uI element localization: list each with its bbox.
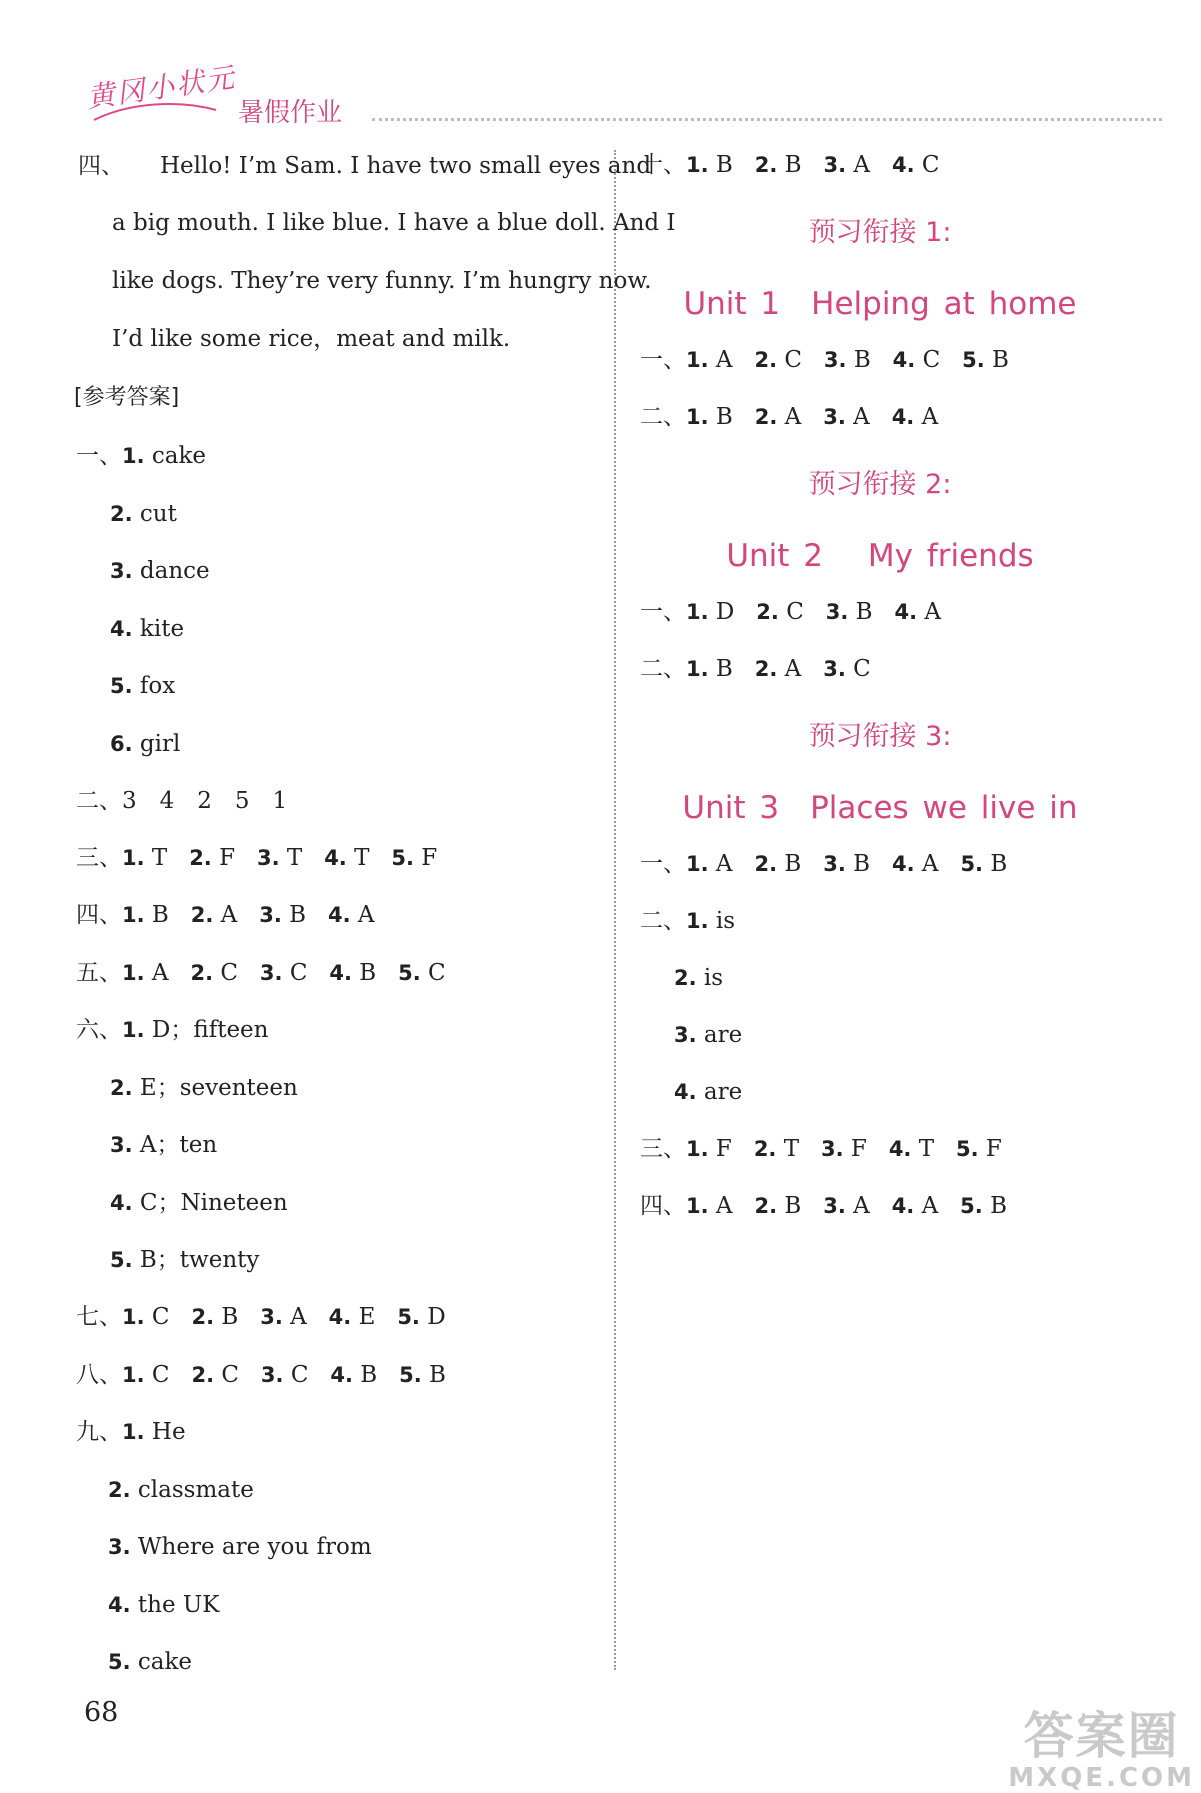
item-number: 2. [190,961,214,985]
column-divider [614,150,616,1670]
section-label: 六、 [76,1017,122,1043]
section-label: 四、 [640,1193,686,1219]
item-number: 4. [330,1363,353,1387]
answer-text: A [924,599,942,625]
answer-text: B [715,656,733,682]
answer-text: A [290,1304,307,1330]
answer-text: are [703,1079,743,1105]
item-number: 2. [754,852,778,876]
answer-row [110,1245,259,1275]
answer-row [76,1417,186,1447]
item-number: 3. [259,903,282,927]
item-number: 2. [754,348,778,372]
item-number: 2. [190,903,214,927]
item-number: 4. [891,153,915,177]
answer-text: the UK [137,1592,220,1618]
reference-answers-label: [参考答案] [74,385,180,410]
item-number: 1. [122,1363,145,1387]
item-number: 2. [754,657,778,681]
unit-title-1: Unit 1 Helping at home [683,286,1077,322]
item-number: 5. [956,1137,979,1161]
item-number: 3. [823,657,846,681]
answer-text: F [850,1136,867,1162]
item-number: 2. [108,1478,131,1502]
answer-text: A [715,347,733,373]
preview-heading-1: 预习衔接 1: [808,217,952,248]
item-number: 4. [327,903,351,927]
item-number: 1. [686,348,709,372]
item-number: 1. [122,846,145,870]
item-number: 3. [259,961,283,985]
item-number: 3. [260,1363,284,1387]
section-label: 一、 [640,851,686,877]
answer-text: A [921,404,939,430]
item-number: 2. [754,1194,778,1218]
answer-text: is [703,965,724,991]
answer-text: classmate [137,1477,254,1503]
unit-title-2: Unit 2 My friends [726,538,1034,574]
item-number: 5. [399,1363,422,1387]
answer-text: C；Nineteen [139,1190,288,1216]
section-label: 十、 [640,152,686,178]
answer-row [110,671,175,701]
answer-text: F [985,1136,1002,1162]
section-label: 二、 [76,788,122,814]
item-number: 4. [110,1191,133,1215]
answer-row [76,786,287,816]
answer-text: B [151,902,169,928]
answer-row [76,441,206,471]
answer-row [76,1360,446,1390]
section-label: 一、 [640,347,686,373]
item-number: 3. [110,1133,133,1157]
item-number: 3. [257,846,280,870]
item-number: 4. [894,600,918,624]
answer-text: F [715,1136,732,1162]
answer-text: kite [139,616,185,642]
item-number: 5. [960,852,984,876]
item-number: 2. [753,1137,777,1161]
answer-text: A [715,1193,733,1219]
item-number: 5. [962,348,985,372]
answer-text: B [784,152,802,178]
preview-heading-3: 预习衔接 3: [808,721,952,752]
answer-text: cut [139,501,177,527]
item-number: 1. [122,444,145,468]
item-number: 3. [674,1023,697,1047]
section-label: 三、 [640,1136,686,1162]
item-number: 3. [110,559,133,583]
answer-text: B [990,1193,1007,1219]
answer-text: C [221,1362,239,1388]
answer-text: A；ten [139,1132,218,1158]
item-number: 5. [397,1305,420,1329]
answer-text: D [715,599,735,625]
answer-text: is [715,908,736,934]
answer-text: F [219,845,236,871]
header-rule [372,118,1162,121]
answer-row [640,597,941,627]
answer-text: C [921,152,940,178]
item-number: 1. [122,903,145,927]
answer-row [108,1475,254,1505]
answer-text: E [358,1304,376,1330]
item-number: 1. [686,1194,709,1218]
answer-text: B [784,1193,802,1219]
answer-text: B [359,960,377,986]
item-number: 4. [324,846,347,870]
answer-text: A [784,404,802,430]
item-number: 6. [110,732,133,756]
item-number: 3. [823,1194,846,1218]
answer-row [674,1020,742,1050]
answer-row [640,1191,1007,1221]
answer-row [640,150,939,180]
answer-text: girl [139,731,181,757]
answer-text: D [427,1304,446,1330]
answer-text: dance [139,558,210,584]
item-number: 1. [122,1018,145,1042]
answer-row [674,963,723,993]
answer-text: C [853,656,871,682]
answer-text: C [922,347,941,373]
item-number: 2. [754,405,778,429]
brand-logo: 黄冈小状元 [84,60,238,115]
answer-row [108,1532,372,1562]
answer-row [110,556,210,586]
answer-row [76,958,446,988]
answer-row [640,906,735,936]
passage-line-4: I’d like some rice，meat and milk. [112,326,511,352]
passage-line-1-text: Hello! I’m Sam. I have two small eyes and [160,153,652,179]
answer-text: A [357,902,375,928]
answer-text: B [853,347,871,373]
answer-row [640,345,1009,375]
section-label: 一、 [76,443,122,469]
section-label: 五、 [76,960,122,986]
logo-swash [90,96,220,126]
answer-text: B [784,851,802,877]
section-label: 七、 [76,1304,122,1330]
answer-text: B [990,851,1008,877]
item-number: 4. [891,1194,915,1218]
answer-row [640,402,938,432]
item-number: 4. [110,617,133,641]
answer-text: C [784,347,802,373]
item-number: 3. [823,348,847,372]
item-number: 5. [960,1194,983,1218]
passage-line-3: like dogs. They’re very funny. I’m hungry now. [112,268,652,294]
answer-text: A [853,404,870,430]
item-number: 2. [191,1363,215,1387]
answer-text: F [421,845,438,871]
item-number: 3. [821,1137,844,1161]
answer-row [76,900,375,930]
item-number: 4. [328,1305,352,1329]
section-label: 二、 [640,908,686,934]
item-number: 3. [260,1305,283,1329]
answer-text: T [783,1136,800,1162]
watermark-line-1: 答案圈 [1023,1707,1180,1765]
preview-heading-2: 预习衔接 2: [808,469,952,500]
answer-text: fox [139,673,176,699]
passage-line-1 [78,151,124,181]
answer-row [110,614,184,644]
unit-title-3: Unit 3 Places we live in [682,790,1078,826]
item-number: 1. [686,405,709,429]
answer-text: T [354,845,370,871]
item-number: 1. [122,1420,145,1444]
item-number: 3. [108,1535,131,1559]
item-number: 5. [110,1248,133,1272]
item-number: 3. [823,405,846,429]
answer-text: B [853,851,871,877]
item-number: 2. [110,1076,133,1100]
item-number: 1. [686,852,709,876]
series-title: 暑假作业 [238,98,343,128]
item-number: 4. [891,852,915,876]
item-number: 1. [686,657,709,681]
answer-text: B [855,599,873,625]
answer-row [110,1130,217,1160]
section-label: 一、 [640,599,686,625]
section-label: 八、 [76,1362,122,1388]
answer-text: C [786,599,804,625]
item-number: 2. [110,502,133,526]
watermark-logo [1008,1708,1195,1792]
answer-text: cake [137,1649,193,1675]
answer-text: A [151,960,169,986]
answer-text: A [921,851,939,877]
item-number: 2. [754,153,778,177]
answer-text: C [428,960,446,986]
answer-text: He [151,1419,186,1445]
answer-row [110,1073,298,1103]
answer-row [110,499,177,529]
answer-text: T [151,845,168,871]
answer-row [110,1188,288,1218]
answer-text: C [220,960,238,986]
item-number: 1. [686,153,709,177]
answer-text: E；seventeen [139,1075,298,1101]
item-number: 2. [674,966,697,990]
answer-text: cake [151,443,207,469]
page-number: 68 [84,1697,119,1728]
answer-text: A [853,1193,870,1219]
section-label: 二、 [640,404,686,430]
item-number: 2. [191,1305,215,1329]
answer-text: Where are you from [137,1534,372,1560]
answer-text: B [429,1362,446,1388]
item-number: 3. [823,852,846,876]
item-number: 5. [398,961,421,985]
item-number: 4. [892,348,916,372]
answer-text: C [151,1304,170,1330]
answer-row [108,1647,192,1677]
answer-row [110,729,180,759]
answer-text: 3 4 2 5 1 [122,788,288,814]
item-number: 1. [122,1305,145,1329]
item-number: 4. [329,961,352,985]
item-number: 4. [891,405,915,429]
item-number: 3. [825,600,849,624]
item-number: 1. [686,600,709,624]
answer-text: B [289,902,307,928]
answer-row [640,1134,1002,1164]
answer-text: T [918,1136,935,1162]
watermark-line-2: MXQE.COM [1008,1763,1195,1793]
answer-text: are [703,1022,743,1048]
passage-line-2: a big mouth. I like blue. I have a blue doll. And I [112,210,676,236]
item-number: 4. [888,1137,912,1161]
answer-row [108,1590,219,1620]
section-label: 九、 [76,1419,122,1445]
item-number: 3. [823,153,847,177]
item-number: 4. [674,1080,697,1104]
answer-row [640,654,871,684]
answer-text: T [286,845,303,871]
answer-text: B [360,1362,378,1388]
section-label: 二、 [640,656,686,682]
answer-text: C [151,1362,170,1388]
answer-text: B [221,1304,239,1330]
answer-text: C [290,1362,309,1388]
item-number: 5. [391,846,414,870]
section-label: 四、 [76,902,122,928]
answer-row [76,843,437,873]
answer-text: A [715,851,733,877]
item-number: 1. [686,909,709,933]
answer-row [76,1302,446,1332]
answer-row [76,1015,268,1045]
item-number: 4. [108,1593,131,1617]
answer-text: D；fifteen [151,1017,269,1043]
answer-text: A [853,152,871,178]
answer-text: C [289,960,308,986]
item-number: 5. [108,1650,131,1674]
answer-text: A [784,656,802,682]
item-number: 2. [756,600,779,624]
item-number: 2. [189,846,212,870]
item-number: 5. [110,674,133,698]
answer-text: B [992,347,1009,373]
answer-row [674,1077,742,1107]
item-number: 1. [122,961,145,985]
answer-text: A [921,1193,939,1219]
answer-text: B；twenty [139,1247,260,1273]
item-number: 1. [686,1137,709,1161]
answer-row [640,849,1007,879]
answer-text: B [715,152,733,178]
section-label: 三、 [76,845,122,871]
answer-text: A [220,902,238,928]
answer-text: B [715,404,733,430]
section-label: 四、 [78,153,124,179]
